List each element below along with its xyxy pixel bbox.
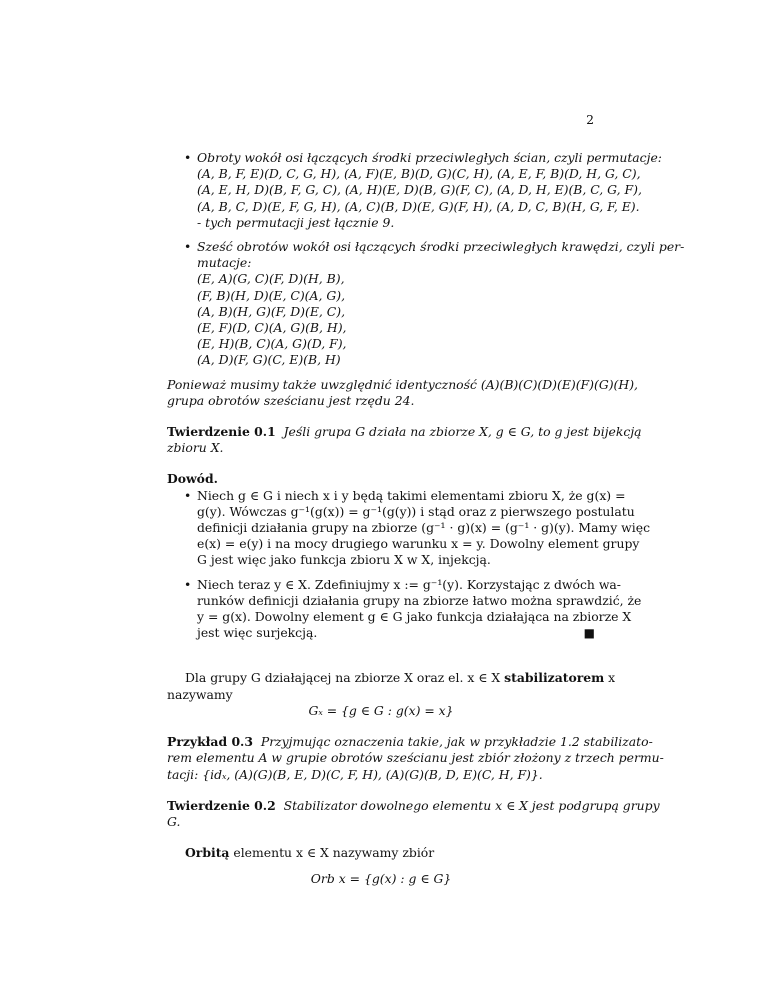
text-line: Stabilizator dowolnego elementu x ∈ X jest podgrupą grupy	[283, 797, 660, 813]
proof-bullet-list	[167, 487, 651, 642]
list-item	[167, 239, 685, 369]
text-line: Ponieważ musimy także uwzględnić identyczność (A)(B)(C)(D)(E)(F)(G)(H),	[167, 376, 638, 392]
text-line: (F, B)(H, D)(E, C)(A, G),	[197, 287, 346, 303]
text-line: • Obroty wokół osi łączących środki przeciwległych ścian, czyli permutacje:	[197, 150, 662, 165]
text-line: (E, A)(G, C)(F, D)(H, B),	[197, 271, 345, 287]
text-line: grupa obrotów sześcianu jest rzędu 24.	[167, 392, 415, 408]
orbit-formula: Orb x = {g(x) : g ∈ G}	[310, 871, 452, 887]
text-line: runków definicji działania grupy na zbiorze łatwo można sprawdzić, że	[197, 592, 642, 608]
proof-heading: Dowód.	[167, 471, 218, 487]
text-line: • Sześć obrotów wokół osi łączących środki przeciwległych krawędzi, czyli per-	[197, 239, 685, 255]
text-line: jest więc surjekcją.	[197, 625, 318, 641]
text-line: • Niech teraz y ∈ X. Zdefiniujmy x := g⁻¹(y). Korzystając z dwóch wa-	[197, 576, 621, 592]
text-line: rem elementu A w grupie obrotów sześcianu jest zbiór złożony z trzech permu-	[167, 750, 664, 766]
stabilizer-definition	[167, 670, 616, 719]
defined-term: Orbitą	[185, 845, 230, 861]
text-line: • Niech g ∈ G i niech x i y będą takimi elementami zbioru X, że g(x) =	[197, 487, 626, 503]
text-line: zbioru X.	[167, 440, 224, 456]
text-line: g(y). Wówczas g⁻¹(g(x)) = g⁻¹(g(y)) i stąd oraz z pierwszego postulatu	[197, 503, 635, 519]
page-content	[167, 150, 685, 888]
example-0-3	[167, 734, 664, 783]
text-line: y = g(x). Dowolny element g ∈ G jako funkcja działająca na zbiorze X	[197, 609, 632, 625]
text-line: mutacje:	[197, 255, 252, 271]
text-line: (A, B, C, D)(E, F, G, H), (A, C)(B, D)(E, G)(F, H), (A, D, C, B)(H, G, F, E).	[197, 198, 640, 214]
text-line: x	[604, 670, 616, 686]
orbit-definition	[167, 845, 595, 887]
qed-square-icon: ■	[583, 626, 595, 641]
text-line: G jest więc jako funkcja zbioru X w X, injekcją.	[197, 552, 491, 568]
text-line: Jeśli grupa G działa na zbiorze X, g ∈ G, to g jest bijekcją	[283, 424, 642, 440]
text-line: G.	[167, 813, 181, 829]
text-line: tacji: {idₓ, (A)(G)(B, E, D)(C, F, H), (A)(G)(B, D, E)(C, H, F)}.	[167, 766, 543, 782]
text-line: (A, B)(H, G)(F, D)(E, C),	[197, 303, 346, 319]
list-item	[167, 576, 642, 642]
text-line: - tych permutacji jest łącznie 9.	[197, 214, 395, 230]
text-line: elementu x ∈ X nazywamy zbiór	[229, 845, 435, 861]
text-line: e(x) = e(y) i na mocy drugiego warunku x = y. Dowolny element grupy	[197, 536, 640, 552]
theorem-0-2	[167, 797, 660, 830]
text-line: (A, D)(F, G)(C, E)(B, H)	[197, 352, 341, 368]
list-item	[167, 487, 651, 569]
text-line: nazywamy	[167, 686, 233, 702]
theorem-label: Twierdzenie 0.2	[167, 797, 276, 813]
example-label: Przykład 0.3	[167, 734, 253, 750]
defined-term: stabilizatorem	[504, 670, 605, 686]
text-line: (E, F)(D, C)(A, G)(B, H),	[197, 320, 347, 336]
text-line: definicji działania grupy na zbiorze (g⁻¹ · g)(x) = (g⁻¹ · g)(y). Mamy więc	[197, 520, 651, 536]
text-line: Dla grupy G działającej na zbiorze X oraz el. x ∈ X	[185, 670, 505, 686]
identity-note	[167, 376, 638, 409]
text-line: (A, E, H, D)(B, F, G, C), (A, H)(E, D)(B, G)(F, C), (A, D, H, E)(B, C, G, F),	[197, 182, 642, 198]
text-line: (A, B, F, E)(D, C, G, H), (A, F)(E, B)(D, G)(C, H), (A, E, F, B)(D, H, G, C),	[197, 166, 641, 182]
list-item	[167, 150, 662, 231]
text-line: (E, H)(B, C)(A, G)(D, F),	[197, 336, 347, 352]
rotation-bullet-list	[167, 150, 685, 369]
theorem-label: Twierdzenie 0.1	[167, 424, 276, 440]
stabilizer-formula: Gₓ = {g ∈ G : g(x) = x}	[308, 702, 454, 718]
page-number: 2	[586, 112, 594, 127]
text-line: Przyjmując oznaczenia takie, jak w przykładzie 1.2 stabilizato-	[260, 734, 653, 750]
theorem-0-1	[167, 424, 642, 456]
